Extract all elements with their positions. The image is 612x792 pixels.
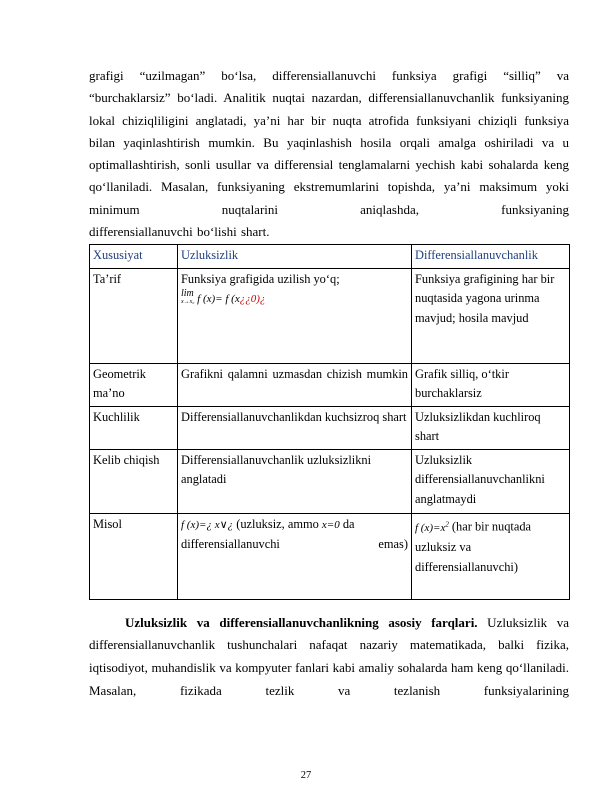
formula-exponent: 2: [445, 519, 449, 528]
page-number: 27: [300, 770, 312, 781]
row-continuity: [178, 268, 412, 363]
row-feature: Kelib chiqish: [90, 449, 178, 513]
point-formula: x=0: [321, 518, 340, 531]
intro-last-line: differensiallanuvchi bo‘lishi shart.: [89, 224, 270, 240]
cell-text: (har bir nuqtada uzluksiz va differensiallanuvchi): [415, 519, 532, 574]
table-header-row: [90, 245, 570, 269]
limit-expression-tail: ¿¿0)¿: [239, 293, 266, 306]
lim-symbol: lim: [181, 288, 194, 300]
header-continuity: Uzluksizlik: [178, 245, 412, 269]
table-row: [90, 268, 570, 363]
row-continuity: [178, 363, 412, 406]
row-feature: Ta’rif: [90, 268, 178, 363]
cell-text: Uzluksizlikdan kuchliroq shart: [415, 409, 541, 444]
lim-subscript: x→x₀: [181, 299, 195, 306]
table-row: [90, 513, 570, 599]
row-differentiability: [412, 363, 570, 406]
cell-text: (uzluksiz, ammo: [233, 516, 322, 531]
section-paragraph: [89, 612, 569, 702]
row-differentiability: [412, 513, 570, 599]
limit-expression: f (x)= f (x: [197, 293, 240, 306]
table-row: [90, 363, 570, 406]
row-continuity: Differensiallanuvchanlik uzluksizlikni anglatadi: [178, 449, 412, 513]
document-page: [89, 65, 569, 702]
table-row: [90, 406, 570, 449]
cell-text: Grafikni qalamni uzmasdan chizish mumkin: [181, 366, 408, 381]
square-formula: [415, 519, 449, 534]
row-continuity: [178, 513, 412, 599]
header-feature: Xususiyat: [90, 245, 178, 269]
table-row: [90, 449, 570, 513]
row-differentiability: [412, 406, 570, 449]
intro-paragraph: [89, 65, 569, 243]
row-feature: Kuchlilik: [90, 406, 178, 449]
row-feature: Geometrik ma’no: [90, 363, 178, 406]
section-heading: Uzluksizlik va differensiallanuvchanlikning asosiy farqlari.: [125, 614, 478, 630]
header-differentiability: Differensiallanuvchanlik: [412, 245, 570, 269]
cell-text: Grafik silliq, o‘tkir burchaklarsiz: [415, 366, 509, 401]
row-differentiability: Uzluksizlik differensiallanuvchanlikni anglatmaydi: [412, 449, 570, 513]
formula-base: f (x)=x: [415, 521, 446, 534]
comparison-table: [89, 244, 570, 600]
intro-text: grafigi “uzilmagan” bo‘lsa, differensiallanuvchi funksiya grafigi “silliq” va “burchaklarsiz” bo‘ladi. Analitik nuqtai nazardan, differensiallanuvchanlik funksiyaning lokal chiziqliligini anglatadi, ya’ni har bir nuqta atrofida funksiyani chiziqli funksiya bilan yaqinlashtirish mumkin. Bu yaqinlashish hosila orqali amalga oshiriladi va u optimallashtirish, sonli usullar va differensial tenglamalarni yechish kabi sohalarda keng qo‘llaniladi. Masalan, funksiyaning ekstremumlarini topishda, ya’ni maksimum yoki minimum nuqtalarini aniqlashda, funksiyaning: [89, 68, 569, 217]
row-differentiability: Funksiya grafigining har bir nuqtasida yagona urinma mavjud; hosila mavjud: [412, 268, 570, 363]
limit-formula: [181, 288, 266, 306]
row-feature: Misol: [90, 513, 178, 599]
row-continuity: Differensiallanuvchanlikdan kuchsizroq shart: [178, 406, 412, 449]
cell-text: da differensiallanuvchi emas): [181, 516, 408, 552]
section-text: Uzluksizlik va differensiallanuvchanlik tushunchalari nafaqat nazariy matematikada, balki fizika, iqtisodiyot, muhandislik va kompyuter fanlari kabi amaliy sohalarda ham keng qo‘llaniladi. Masalan, fizikada tezlik va tezlanish funksiyalarining: [89, 614, 569, 698]
continuity-definition: Funksiya grafigida uzilish yo‘q;: [181, 271, 340, 286]
abs-formula: f (x)=¿ x∨¿: [181, 518, 234, 531]
